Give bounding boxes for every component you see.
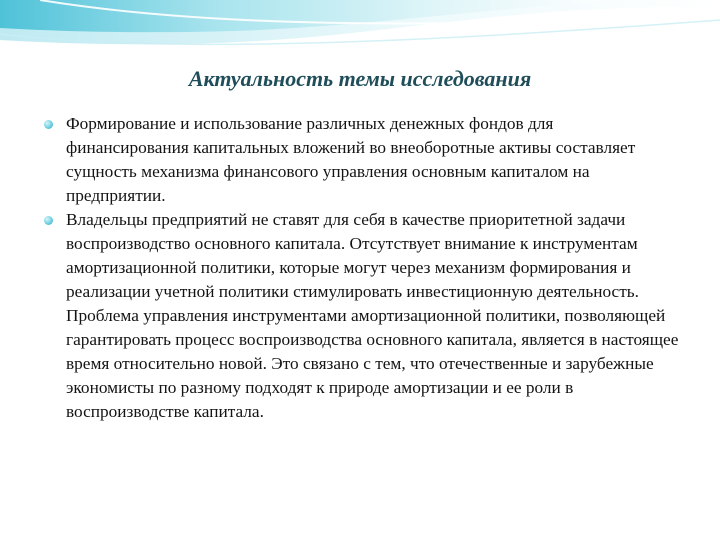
bullet-icon	[44, 120, 53, 129]
bullet-list	[44, 112, 680, 424]
slide-title: Актуальность темы исследования	[188, 66, 532, 91]
bullet-item	[44, 208, 680, 424]
bullet-text: Владельцы предприятий не ставят для себя в качестве приоритетной задачи воспроизводство основного капитала. Отсутствует внимание к инструментам амортизационной политики, которые могут через механизм формирования и реализации учетной политики стимулировать инвестиционную деятельность. Проблема управления инструментами амортизационной политики, позволяющей гарантировать процесс воспроизводства основного капитала, является в настоящее время относительно новой. Это связано с тем, что отечественные и зарубежные экономисты по разному подходят к природе амортизации и ее роли в воспроизводстве капитала.	[66, 210, 679, 421]
bullet-icon	[44, 216, 53, 225]
bullet-text: Формирование и использование различных денежных фондов для финансирования капитальных вложений во внеоборотные активы составляет сущность механизма финансового управления основным капиталом на предприятии.	[66, 114, 636, 205]
header-wave-decoration	[0, 0, 720, 70]
bullet-item	[44, 112, 680, 208]
